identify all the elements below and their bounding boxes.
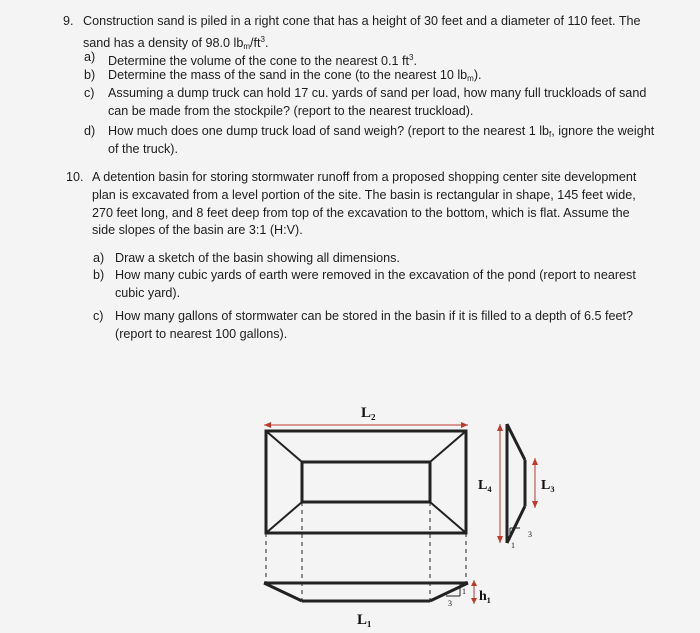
- problem-9a-label: a): [84, 50, 96, 64]
- problem-10-line2: plan is excavated from a level portion of the site. The basin is rectangular in shape, 145 feet wide,: [92, 188, 636, 202]
- problem-10c-line2: (report to nearest 100 gallons).: [115, 327, 288, 341]
- problem-10c-label: c): [93, 309, 104, 323]
- slope-label-3-section: 3: [448, 599, 452, 608]
- side-section-upper-slope: [507, 424, 525, 460]
- arrowhead-h1-top: [471, 580, 477, 586]
- basin-plan-top-outline: [266, 431, 466, 533]
- slope-label-3-side: 3: [528, 530, 532, 539]
- arrowhead-L3-bottom: [532, 501, 538, 508]
- slope-edge-br: [430, 502, 466, 533]
- problem-9d-line2: of the truck).: [108, 142, 178, 156]
- problem-9d-label: d): [84, 124, 96, 138]
- arrowhead-L3-top: [532, 458, 538, 465]
- problem-9-text-line1: Construction sand is piled in a right cone that has a height of 30 feet and a diameter of 110 feet. The: [83, 14, 641, 28]
- problem-10-line4: side slopes of the basin are 3:1 (H:V).: [92, 223, 303, 237]
- problem-9c-label: c): [84, 86, 95, 100]
- arrowhead-L4-top: [497, 424, 503, 431]
- problem-10-line3: 270 feet long, and 8 feet deep from top of the excavation to the bottom, which is flat. Assume the: [92, 206, 630, 220]
- problem-10c-line1: How many gallons of stormwater can be stored in the basin if it is filled to a depth of 6.5 feet?: [115, 309, 634, 323]
- problem-10-number: 10.: [66, 170, 84, 184]
- problem-10a-text: Draw a sketch of the basin showing all dimensions.: [115, 251, 400, 265]
- problem-9a-text: Determine the volume of the cone to the nearest 0.1 $ft^3$.: [108, 53, 417, 68]
- arrowhead-L2-right: [461, 422, 468, 428]
- arrowhead-L4-bottom: [497, 536, 503, 543]
- section-left-slope: [264, 583, 302, 601]
- problem-9b-label: b): [84, 68, 96, 82]
- label-L2: L₂: [361, 405, 376, 421]
- label-L4: L₄: [478, 478, 492, 493]
- slope-label-1-section: 1: [462, 587, 466, 596]
- slope-label-1-side: 1: [511, 541, 515, 550]
- problem-9b-text: Determine the mass of the sand in the cone (to the nearest 10 $lb_m$).: [108, 68, 482, 83]
- arrowhead-h1-bottom: [471, 598, 477, 604]
- problem-9c-line2: can be made from the stockpile? (report to the nearest truckload).: [108, 104, 474, 118]
- problem-10-line1: A detention basin for storing stormwater runoff from a proposed shopping center site development: [92, 170, 637, 184]
- arrowhead-L2-left: [264, 422, 271, 428]
- problem-10b-line1: How many cubic yards of earth were removed in the excavation of the pond (report to nearest: [115, 268, 636, 282]
- problem-9c-line1: Assuming a dump truck can hold 17 cu. yards of sand per load, how many full truckloads of sand: [108, 86, 647, 100]
- slope-edge-tl: [266, 431, 302, 462]
- label-h1: h₁: [479, 589, 491, 604]
- problem-10b-line2: cubic yard).: [115, 286, 181, 300]
- basin-plan-bottom-outline: [302, 462, 430, 502]
- problem-9d-line1: How much does one dump truck load of sand weigh? (report to the nearest 1 $lb_f$, ignore the weight: [108, 124, 655, 139]
- problem-10b-label: b): [93, 268, 105, 282]
- label-L3: L₃: [541, 478, 555, 493]
- slope-edge-bl: [266, 502, 302, 533]
- problem-9-text-line2: sand has a density of 98.0 $lb_m/ft^3$.: [83, 35, 269, 51]
- problem-9-number: 9.: [63, 14, 74, 28]
- label-L1: L₁: [357, 612, 372, 628]
- slope-edge-tr: [430, 431, 466, 462]
- problem-10a-label: a): [93, 251, 105, 265]
